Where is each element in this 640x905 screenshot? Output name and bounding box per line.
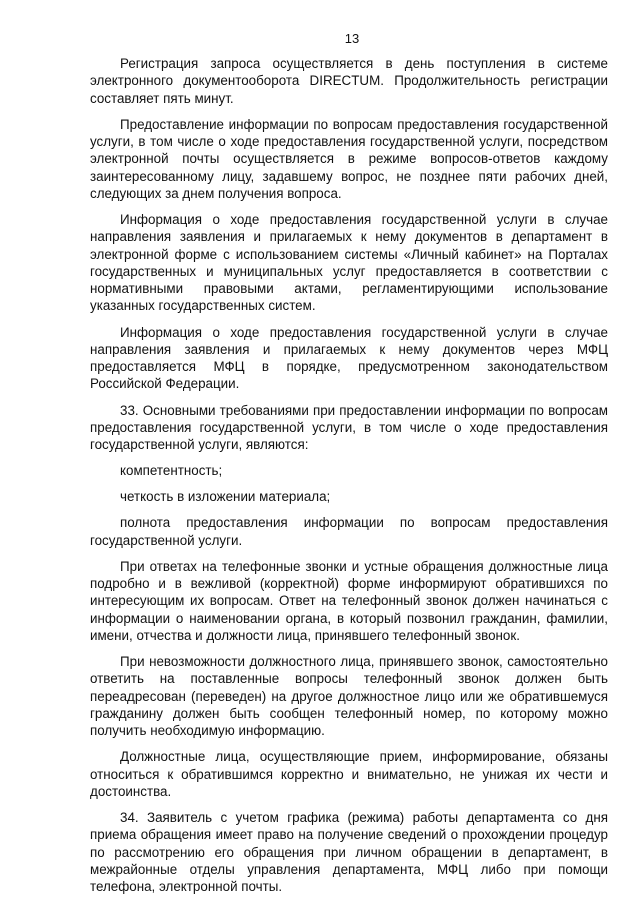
paragraph-mfc-info: Информация о ходе предоставления государственной услуги в случае направления заявления и прилагаемых к нему документов через МФЦ предоставляется МФЦ в порядке, предусмотренном законодательством Российской Федерации.	[90, 324, 608, 392]
page-number: 13	[344, 31, 360, 46]
list-item-competence: компетентность;	[120, 463, 223, 479]
list-item-completeness: полнота предоставления информации по вопросам предоставления государственной услуги.	[90, 515, 608, 548]
paragraph-personal-cabinet: Информация о ходе предоставления государственной услуги в случае направления заявления и прилагаемых к нему документов в департамент в электронной форме с использованием системы «Личный кабинет» на Порталах государственных и муниципальных услуг предоставляется в соответствии с нормативными правовыми актами, регламентирующими использование указанных государственных систем.	[90, 211, 608, 314]
document-page	[90, 30, 608, 904]
paragraph-phone-answers: При ответах на телефонные звонки и устные обращения должностные лица подробно и в вежливой (корректной) форме информируют обратившихся по интересующим их вопросам. Ответ на телефонный звонок должен начинаться с информации о наименовании органа, в который позвонил гражданин, фамилии, имени, отчества и должности лица, принявшего телефонный звонок.	[90, 558, 608, 643]
paragraph-email-info: Предоставление информации по вопросам предоставления государственной услуги, в том числе о ходе предоставления государственной услуги, посредством электронной почты осуществляется в режиме вопросов-ответов каждому заинтересованному лицу, задавшему вопрос, не позднее пяти рабочих дней, следующих за днем получения вопроса.	[90, 116, 608, 201]
paragraph-item-33: 33. Основными требованиями при предоставлении информации по вопросам предоставления государственной услуги, в том числе о ходе предоставления государственной услуги, являются:	[90, 402, 608, 453]
paragraph-registration: Регистрация запроса осуществляется в день поступления в системе электронного документооборота DIRECTUM. Продолжительность регистрации составляет пять минут.	[90, 56, 608, 106]
paragraph-call-redirect: При невозможности должностного лица, принявшего звонок, самостоятельно ответить на поставленные вопросы телефонный звонок должен быть переадресован (переведен) на другое должностное лицо или же обратившемуся гражданину должен быть сообщен телефонный номер, по которому можно получить необходимую информацию.	[90, 654, 608, 739]
list-item-clarity: четкость в изложении материала;	[120, 489, 331, 505]
paragraph-item-34: 34. Заявитель с учетом графика (режима) работы департамента со дня приема обращения имеет право на получение сведений о прохождении процедур по рассмотрению его обращения при личном обращении в департамент, в межрайонные отделы управления департамента, МФЦ либо при помощи телефона, электронной почты.	[90, 810, 608, 895]
paragraph-officials-conduct: Должностные лица, осуществляющие прием, информирование, обязаны относиться к обратившимся корректно и внимательно, не унижая их чести и достоинства.	[90, 749, 608, 799]
